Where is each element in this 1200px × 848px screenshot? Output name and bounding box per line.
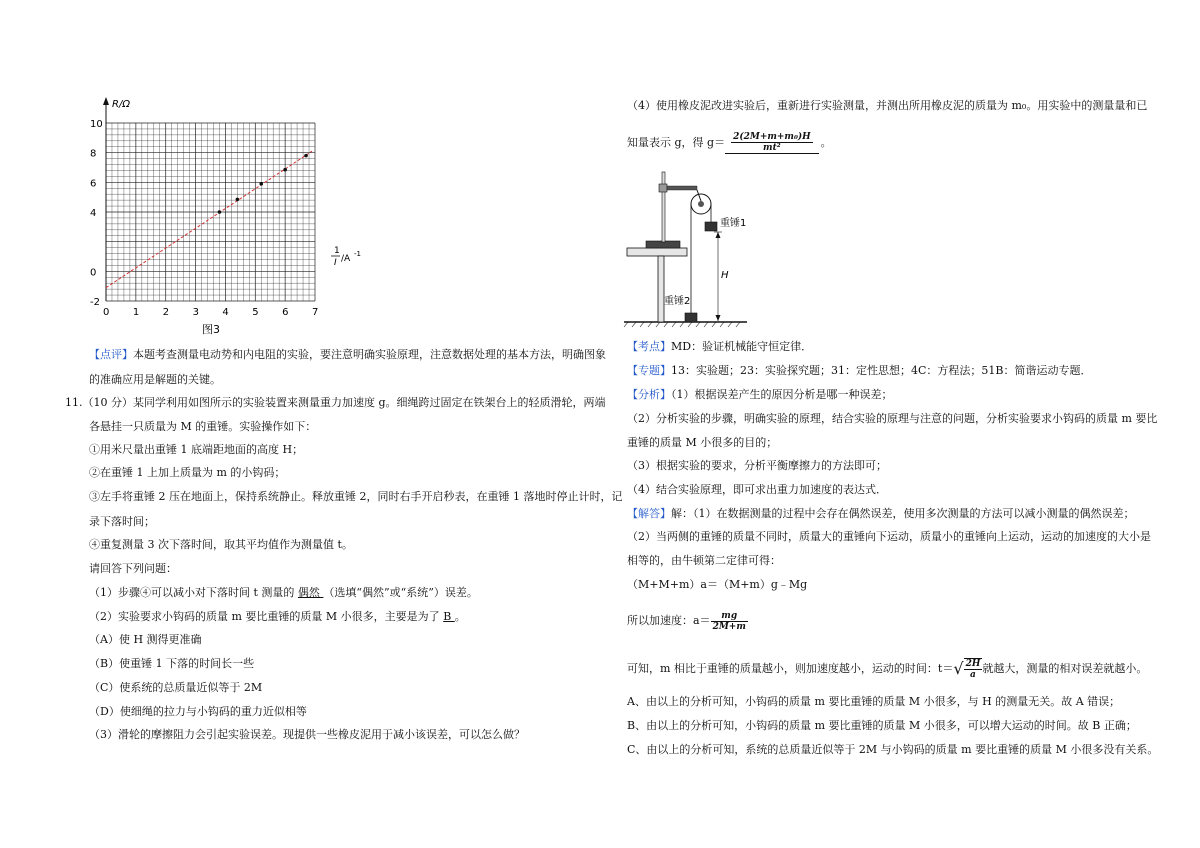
question-2-answer: B [443,610,455,623]
weight-2-label: 重锤2 [664,296,691,307]
weight-1 [705,222,717,231]
table-top [627,248,687,256]
acceleration-numerator: mg [711,611,748,622]
data-point [236,198,240,202]
step-3-line-1: ③左手将重锤 2 压在地面上，保持系统静止。释放重锤 2，同时右手开启秒表，在重锤 1 落地时停止计时，记 [89,490,623,503]
comment-line-2: 的准确应用是解题的关键。 [89,373,221,386]
x-tick-label: 2 [162,307,170,318]
option-c: （C）使系统的总质量近似等于 2M [89,681,263,694]
x-tick-label: 4 [222,307,229,318]
fenxi-line-5: （4）结合实验原理，即可求出重力加速度的表达式． [627,483,887,496]
x-tick-label: 1 [132,307,140,318]
x-axis-label-denominator: I [334,258,337,268]
y-axis-label: R/Ω [112,99,130,110]
time-text: 可知，m 相比于重锤的质量越小，则加速度越小，运动的时间：t＝ [627,662,954,675]
jieda-tag: 【解答】 [627,507,671,520]
question-1 [89,586,478,600]
data-point [259,182,263,186]
acceleration-denominator: 2M+m [712,621,746,632]
y-tick-labels [90,119,103,308]
kaodian-tag: 【考点】 [627,340,671,353]
question-1-answer: 偶然 [297,586,324,599]
option-d: （D）使细绳的拉力与小钩码的重力近似相等 [89,705,307,718]
y-tick-label: 4 [90,208,97,219]
q4-line-2-text: 知量表示 g，得 g＝ [627,136,726,149]
jieda-line-2: （2）当两侧的重锤的质量不同时，质量大的重锤向下运动，质量小的重锤向上运动，运动的加速度的大小是 [627,530,1151,543]
question-2 [89,610,466,624]
fenxi-line-1 [627,388,893,402]
height-label: H [721,270,729,281]
question-2-suffix: 。 [454,610,466,623]
x-tick-label: 0 [103,307,110,318]
x-axis-label-unit: /A [341,254,351,264]
data-point [304,154,308,158]
pulley-apparatus-figure [622,170,752,330]
fenxi-line-3: 重锤的质量 M 小很多的目的； [627,436,778,449]
x-axis-label-unit-sup: -1 [354,250,361,258]
gravity-formula-numerator: 2(2M+m+m₀)H [733,132,811,142]
table-leg [658,256,664,322]
time-denominator: a [970,670,976,680]
gravity-formula [725,132,819,154]
fenxi-tag: 【分析】 [627,388,671,401]
x-axis-label-numerator: 1 [334,246,340,256]
equation-line: （M+M+m）a＝（M+m）g﹣Mg [627,578,808,591]
figure-caption: 图3 [202,323,220,336]
q11-line-1: 11.（10 分）某同学利用如图所示的实验装置来测量重力加速度 g。细绳跨过固定在铁架台上的轻质滑轮，两端 [65,396,606,409]
step-4: ④重复测量 3 次下落时间，取其平均值作为测量值 t。 [89,538,353,551]
chart-grid [106,123,315,301]
kaodian-line [627,340,812,354]
data-point [283,168,287,172]
stand-rod [662,172,665,242]
fit-line [106,151,312,287]
question-1-text: （1）步骤④可以减小对下落时间 t 测量的 [89,586,298,599]
stand-arm [667,186,697,190]
time-line [627,656,1147,682]
question-1-suffix: （选填“偶然”或“系统”）误差。 [323,586,478,599]
answer-c: C、由以上的分析可知，系统的总质量近似等于 2M 与小钩码的质量 m 要比重锤的质量 M 小很多没有关系。 [627,743,1159,756]
sqrt-sign: √ [953,659,964,678]
option-a: （A）使 H 测得更准确 [89,633,202,646]
x-tick-label: 5 [252,307,259,318]
q4-line-2-suffix: 。 [820,136,832,149]
data-point [218,210,222,214]
step-1: ①用米尺量出重锤 1 底端距地面的高度 H； [89,443,304,456]
q11-line-2: 各悬挂一只质量为 M 的重锤。实验操作如下： [89,420,317,433]
q4-line-2 [627,132,832,154]
x-tick-label: 7 [312,307,319,318]
pulley-axle [698,201,704,207]
question-3: （3）滑轮的摩擦阻力会引起实验误差。现提供一些橡皮泥用于减小该误差，可以怎么做？ [89,728,525,741]
x-tick-label: 6 [282,307,289,318]
fenxi-line-4: （3）根据实验的要求，分析平衡摩擦力的方法即可； [627,459,887,472]
zhuanti-line [627,364,1092,378]
step-3-line-2: 录下落时间； [89,515,155,528]
kaodian-text: MD：验证机械能守恒定律． [671,340,813,353]
height-arrow-bottom [716,315,721,321]
acceleration-formula [711,611,748,632]
y-tick-label: 8 [90,148,97,160]
y-tick-label: -2 [90,297,100,308]
weight-1-label: 重锤1 [720,218,747,229]
time-suffix: 就越大，测量的相对误差就越小。 [982,662,1148,675]
jieda-text-1: 解：（1）在数据测量的过程中会存在偶然误差，使用多次测量的方法可以减小测量的偶然误差； [671,507,1135,520]
time-formula [964,658,983,680]
weight-2 [685,313,697,322]
zhuanti-text: 13：实验题；23：实验探究题；31：定性思想；4C：方程法；51B：简谐运动专题． [671,364,1092,377]
acceleration-line [627,608,748,634]
fenxi-text-1: （1）根据误差产生的原因分析是哪一种误差； [671,388,893,401]
comment-text-1: 本题考查测量电动势和内电阻的实验，要注意明确实验原理，注意数据处理的基本方法，明确图象 [133,348,606,361]
y-tick-label: 10 [90,119,103,130]
answer-b: B、由以上的分析可知，小钩码的质量 m 要比重锤的质量 M 小很多，可以增大运动的时间。故 B 正确； [627,719,1137,732]
height-arrow-top [716,232,721,238]
fenxi-line-2: （2）分析实验的步骤，明确实验的原理，结合实验的原理与注意的问题，分析实验要求小钩码的质量 m 要比 [627,412,1158,425]
option-b: （B）使重锤 1 下落的时间长一些 [89,657,255,670]
answer-a: A、由以上的分析可知，小钩码的质量 m 要比重锤的质量 M 小很多，与 H 的测量无关。故 A 错误； [627,695,1121,708]
question-prompt: 请回答下列问题： [89,562,177,575]
y-tick-label: 6 [90,178,97,190]
acceleration-text: 所以加速度：a＝ [627,614,711,627]
time-numerator: 2H [965,659,981,669]
q4-line-1: （4）使用橡皮泥改进实验后，重新进行实验测量，并测出所用橡皮泥的质量为 m₀。用实验中的测量量和已 [627,99,1148,112]
jieda-line-3: 相等的，由牛顿第二定律可得： [627,554,781,567]
x-tick-label: 3 [192,307,199,318]
jieda-line-1 [627,507,1135,521]
resistance-vs-inverse-current-chart [84,95,364,345]
zhuanti-tag: 【专题】 [627,364,671,377]
comment-line-1 [89,348,606,362]
question-2-text: （2）实验要求小钩码的质量 m 要比重锤的质量 M 小很多，主要是为了 [89,610,444,623]
comment-tag: 【点评】 [89,348,133,361]
x-tick-labels [103,307,318,318]
y-tick-label: 0 [90,267,97,279]
stand-clamp [659,184,667,192]
y-axis-arrow [103,97,109,105]
step-2: ②在重锤 1 上加上质量为 m 的小钩码； [89,466,286,479]
gravity-formula-denominator: mt² [763,143,781,153]
